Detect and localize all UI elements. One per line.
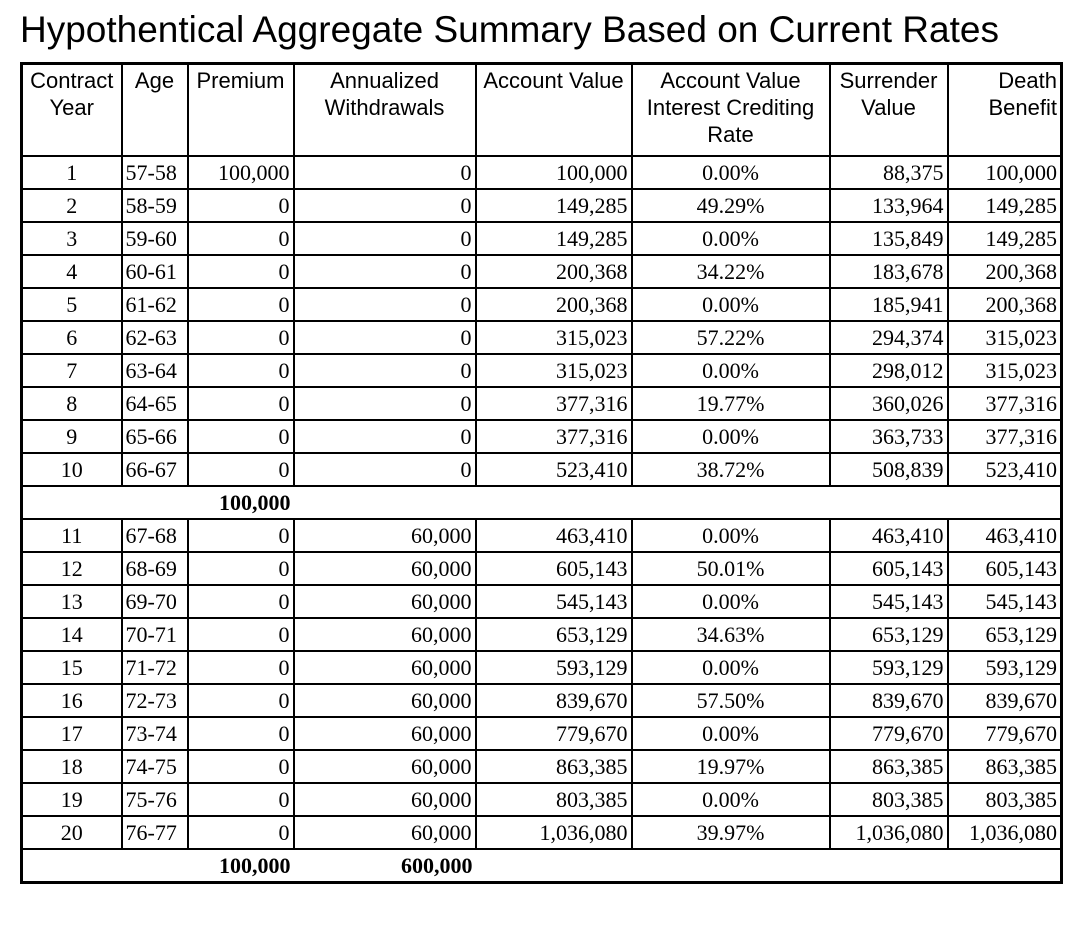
cell-death-benefit: 377,316 [948, 420, 1062, 453]
table-body-second [22, 519, 1062, 849]
cell-death-benefit: 593,129 [948, 651, 1062, 684]
cell-account-value: 839,670 [476, 684, 632, 717]
table-row [22, 189, 1062, 222]
cell-death-benefit: 803,385 [948, 783, 1062, 816]
cell-premium: 0 [188, 255, 294, 288]
cell-surrender-value: 593,129 [830, 651, 948, 684]
cell-account-value: 315,023 [476, 321, 632, 354]
cell-age: 60-61 [122, 255, 188, 288]
table-row [22, 816, 1062, 849]
cell-interest-rate: 0.00% [632, 783, 830, 816]
cell-age: 70-71 [122, 618, 188, 651]
cell-premium: 0 [188, 189, 294, 222]
table-row [22, 684, 1062, 717]
cell-contract-year: 8 [22, 387, 122, 420]
cell-withdrawals: 60,000 [294, 651, 476, 684]
cell-surrender-value: 298,012 [830, 354, 948, 387]
cell-interest-rate: 0.00% [632, 585, 830, 618]
cell-withdrawals: 0 [294, 288, 476, 321]
cell-premium: 0 [188, 453, 294, 486]
cell-account-value: 377,316 [476, 387, 632, 420]
total-row [22, 849, 1062, 883]
cell-interest-rate: 19.97% [632, 750, 830, 783]
cell-contract-year: 13 [22, 585, 122, 618]
cell-surrender-value: 463,410 [830, 519, 948, 552]
cell-contract-year: 2 [22, 189, 122, 222]
cell-interest-rate: 34.22% [632, 255, 830, 288]
table-row [22, 321, 1062, 354]
table-row [22, 783, 1062, 816]
cell-contract-year: 20 [22, 816, 122, 849]
cell-account-value: 200,368 [476, 255, 632, 288]
cell-contract-year: 12 [22, 552, 122, 585]
cell-withdrawals: 0 [294, 354, 476, 387]
cell-withdrawals: 0 [294, 387, 476, 420]
cell-withdrawals: 0 [294, 255, 476, 288]
cell-premium: 0 [188, 750, 294, 783]
cell-surrender-value: 88,375 [830, 156, 948, 189]
cell-contract-year: 18 [22, 750, 122, 783]
cell-premium: 0 [188, 321, 294, 354]
cell-death-benefit: 863,385 [948, 750, 1062, 783]
cell-withdrawals: 0 [294, 156, 476, 189]
cell-interest-rate: 57.50% [632, 684, 830, 717]
cell-withdrawals: 0 [294, 189, 476, 222]
header-surrender-value: Surrender Value [830, 64, 948, 157]
cell-death-benefit: 149,285 [948, 222, 1062, 255]
cell-age: 61-62 [122, 288, 188, 321]
cell-interest-rate: 34.63% [632, 618, 830, 651]
table-row [22, 717, 1062, 750]
cell-premium: 0 [188, 222, 294, 255]
cell-death-benefit: 605,143 [948, 552, 1062, 585]
cell-account-value: 200,368 [476, 288, 632, 321]
cell-interest-rate: 0.00% [632, 288, 830, 321]
cell-withdrawals: 60,000 [294, 585, 476, 618]
cell-account-value: 545,143 [476, 585, 632, 618]
cell-contract-year: 17 [22, 717, 122, 750]
header-account-value: Account Value [476, 64, 632, 157]
cell-premium: 0 [188, 684, 294, 717]
cell-death-benefit: 1,036,080 [948, 816, 1062, 849]
header-age: Age [122, 64, 188, 157]
table-row [22, 222, 1062, 255]
cell-account-value: 377,316 [476, 420, 632, 453]
cell-premium: 0 [188, 354, 294, 387]
cell-interest-rate: 50.01% [632, 552, 830, 585]
cell-account-value: 149,285 [476, 222, 632, 255]
cell-premium: 0 [188, 519, 294, 552]
cell-age: 63-64 [122, 354, 188, 387]
cell-contract-year: 16 [22, 684, 122, 717]
cell-surrender-value: 1,036,080 [830, 816, 948, 849]
cell-account-value: 315,023 [476, 354, 632, 387]
cell-withdrawals: 60,000 [294, 618, 476, 651]
cell-age: 64-65 [122, 387, 188, 420]
subtotal-premium: 100,000 [188, 486, 294, 519]
cell-surrender-value: 839,670 [830, 684, 948, 717]
cell-interest-rate: 57.22% [632, 321, 830, 354]
cell-withdrawals: 0 [294, 222, 476, 255]
cell-surrender-value: 863,385 [830, 750, 948, 783]
cell-surrender-value: 803,385 [830, 783, 948, 816]
cell-interest-rate: 0.00% [632, 222, 830, 255]
cell-interest-rate: 19.77% [632, 387, 830, 420]
cell-age: 68-69 [122, 552, 188, 585]
table-row [22, 750, 1062, 783]
table-row [22, 552, 1062, 585]
cell-contract-year: 6 [22, 321, 122, 354]
cell-death-benefit: 523,410 [948, 453, 1062, 486]
cell-interest-rate: 39.97% [632, 816, 830, 849]
cell-death-benefit: 149,285 [948, 189, 1062, 222]
cell-surrender-value: 360,026 [830, 387, 948, 420]
cell-surrender-value: 605,143 [830, 552, 948, 585]
cell-premium: 0 [188, 816, 294, 849]
cell-age: 67-68 [122, 519, 188, 552]
cell-premium: 0 [188, 717, 294, 750]
cell-surrender-value: 135,849 [830, 222, 948, 255]
cell-premium: 0 [188, 585, 294, 618]
table-row [22, 519, 1062, 552]
cell-withdrawals: 60,000 [294, 684, 476, 717]
cell-age: 71-72 [122, 651, 188, 684]
cell-interest-rate: 0.00% [632, 519, 830, 552]
table-body-first [22, 156, 1062, 486]
cell-surrender-value: 363,733 [830, 420, 948, 453]
header-premium: Premium [188, 64, 294, 157]
header-interest-rate: Account Value Interest Crediting Rate [632, 64, 830, 157]
cell-death-benefit: 315,023 [948, 321, 1062, 354]
header-row [22, 64, 1062, 157]
cell-withdrawals: 60,000 [294, 519, 476, 552]
cell-withdrawals: 60,000 [294, 717, 476, 750]
cell-account-value: 100,000 [476, 156, 632, 189]
subtotal-row [22, 486, 1062, 519]
cell-death-benefit: 653,129 [948, 618, 1062, 651]
cell-interest-rate: 49.29% [632, 189, 830, 222]
cell-death-benefit: 545,143 [948, 585, 1062, 618]
cell-contract-year: 4 [22, 255, 122, 288]
cell-death-benefit: 377,316 [948, 387, 1062, 420]
cell-age: 75-76 [122, 783, 188, 816]
cell-account-value: 605,143 [476, 552, 632, 585]
cell-withdrawals: 60,000 [294, 750, 476, 783]
table-row [22, 420, 1062, 453]
cell-age: 76-77 [122, 816, 188, 849]
cell-contract-year: 19 [22, 783, 122, 816]
cell-account-value: 653,129 [476, 618, 632, 651]
total-premium: 100,000 [188, 849, 294, 883]
cell-death-benefit: 839,670 [948, 684, 1062, 717]
table-row [22, 585, 1062, 618]
cell-death-benefit: 200,368 [948, 288, 1062, 321]
cell-age: 74-75 [122, 750, 188, 783]
cell-contract-year: 5 [22, 288, 122, 321]
cell-premium: 0 [188, 651, 294, 684]
page-title: Hypothentical Aggregate Summary Based on Current Rates [20, 9, 999, 50]
cell-interest-rate: 0.00% [632, 156, 830, 189]
cell-withdrawals: 60,000 [294, 552, 476, 585]
cell-contract-year: 15 [22, 651, 122, 684]
cell-account-value: 523,410 [476, 453, 632, 486]
cell-age: 59-60 [122, 222, 188, 255]
cell-account-value: 803,385 [476, 783, 632, 816]
cell-account-value: 863,385 [476, 750, 632, 783]
cell-interest-rate: 38.72% [632, 453, 830, 486]
cell-surrender-value: 183,678 [830, 255, 948, 288]
cell-withdrawals: 60,000 [294, 783, 476, 816]
cell-premium: 0 [188, 783, 294, 816]
cell-death-benefit: 200,368 [948, 255, 1062, 288]
cell-surrender-value: 294,374 [830, 321, 948, 354]
cell-surrender-value: 545,143 [830, 585, 948, 618]
cell-age: 69-70 [122, 585, 188, 618]
cell-contract-year: 3 [22, 222, 122, 255]
table-row [22, 255, 1062, 288]
cell-account-value: 149,285 [476, 189, 632, 222]
cell-premium: 0 [188, 420, 294, 453]
cell-contract-year: 1 [22, 156, 122, 189]
cell-age: 72-73 [122, 684, 188, 717]
summary-table [20, 62, 1063, 884]
table-row [22, 618, 1062, 651]
cell-age: 58-59 [122, 189, 188, 222]
cell-age: 73-74 [122, 717, 188, 750]
cell-surrender-value: 508,839 [830, 453, 948, 486]
cell-surrender-value: 185,941 [830, 288, 948, 321]
header-withdrawals: Annualized Withdrawals [294, 64, 476, 157]
cell-death-benefit: 779,670 [948, 717, 1062, 750]
cell-account-value: 779,670 [476, 717, 632, 750]
header-contract-year: Contract Year [22, 64, 122, 157]
cell-withdrawals: 0 [294, 420, 476, 453]
cell-interest-rate: 0.00% [632, 420, 830, 453]
cell-contract-year: 10 [22, 453, 122, 486]
table-row [22, 651, 1062, 684]
cell-contract-year: 11 [22, 519, 122, 552]
cell-withdrawals: 0 [294, 321, 476, 354]
table-row [22, 156, 1062, 189]
cell-surrender-value: 133,964 [830, 189, 948, 222]
cell-age: 66-67 [122, 453, 188, 486]
total-withdrawals: 600,000 [294, 849, 476, 883]
cell-account-value: 1,036,080 [476, 816, 632, 849]
cell-death-benefit: 315,023 [948, 354, 1062, 387]
table-row [22, 453, 1062, 486]
cell-death-benefit: 463,410 [948, 519, 1062, 552]
cell-premium: 0 [188, 288, 294, 321]
cell-account-value: 463,410 [476, 519, 632, 552]
cell-interest-rate: 0.00% [632, 651, 830, 684]
cell-surrender-value: 779,670 [830, 717, 948, 750]
cell-contract-year: 7 [22, 354, 122, 387]
cell-contract-year: 9 [22, 420, 122, 453]
table-row [22, 288, 1062, 321]
cell-account-value: 593,129 [476, 651, 632, 684]
cell-withdrawals: 0 [294, 453, 476, 486]
cell-interest-rate: 0.00% [632, 717, 830, 750]
header-death-benefit: Death Benefit [948, 64, 1062, 157]
cell-death-benefit: 100,000 [948, 156, 1062, 189]
cell-premium: 0 [188, 387, 294, 420]
cell-premium: 100,000 [188, 156, 294, 189]
cell-surrender-value: 653,129 [830, 618, 948, 651]
table-row [22, 354, 1062, 387]
cell-age: 57-58 [122, 156, 188, 189]
cell-premium: 0 [188, 618, 294, 651]
cell-interest-rate: 0.00% [632, 354, 830, 387]
cell-withdrawals: 60,000 [294, 816, 476, 849]
cell-age: 65-66 [122, 420, 188, 453]
cell-age: 62-63 [122, 321, 188, 354]
cell-premium: 0 [188, 552, 294, 585]
cell-contract-year: 14 [22, 618, 122, 651]
table-row [22, 387, 1062, 420]
